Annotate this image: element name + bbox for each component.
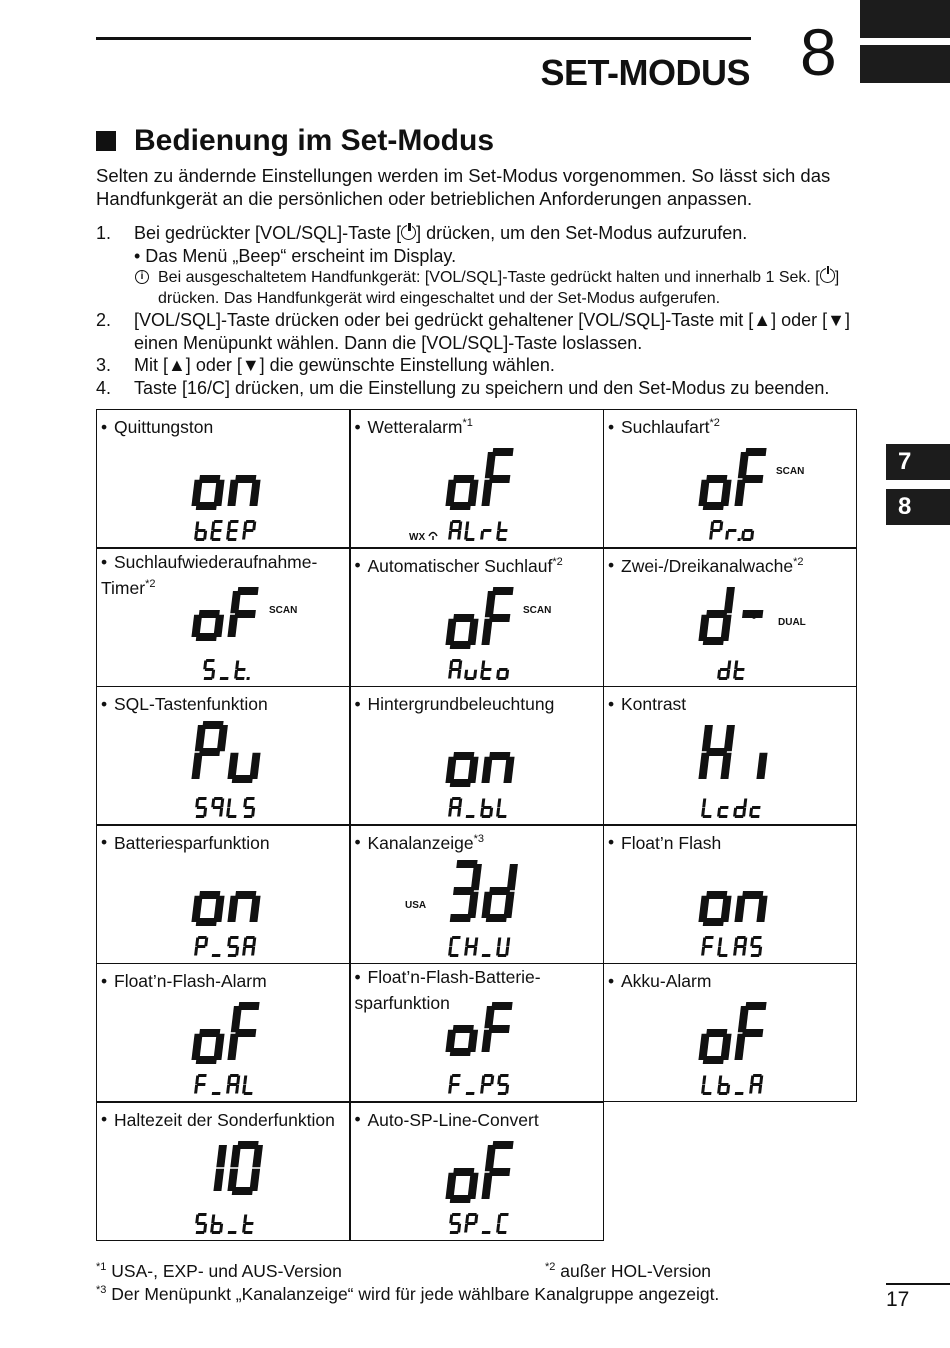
menu-item-cell [350, 963, 604, 1102]
lcd-main-value [191, 475, 261, 510]
note-text-pre: Bei ausgeschaltetem Handfunkgerät: [VOL/SQL]-Taste gedrückt halten und innerhalb 1 Sek. [ [158, 269, 820, 286]
lcd-display [604, 964, 858, 1103]
note-text-post: ] drücken. Das Handfunkgerät wird eingeschaltet und der Set-Modus aufgerufen. [158, 269, 840, 307]
footnote-ref: *3 [473, 832, 484, 845]
footnote-ref: *1 [462, 417, 473, 429]
lcd-sub-value [194, 1213, 255, 1234]
lcd-display [97, 410, 351, 549]
section-title [96, 124, 494, 158]
lcd-sub-value [194, 520, 257, 541]
footnote-ref: *2 [552, 555, 563, 568]
menu-item-name: Zwei-/Dreikanalwache [621, 555, 794, 576]
lcd-indicator: DUAL [778, 616, 806, 628]
menu-item-name: Auto-SP-Line-Convert [367, 1109, 539, 1130]
step-text: Taste [16/C] drücken, um die Einstellung zu speichern und den Set-Modus zu beenden. [134, 377, 830, 398]
square-bullet-icon [96, 131, 116, 151]
bullet-icon: • [354, 693, 361, 714]
lcd-display [604, 410, 858, 549]
footnote-ref: *2 [793, 555, 804, 568]
step-text-pre: Bei gedrückter [VOL/SQL]-Taste [ [134, 223, 402, 243]
menu-item-name: Haltezeit der Sonderfunktion [114, 1109, 335, 1130]
lcd-display [351, 826, 605, 965]
lcd-main-value [698, 725, 771, 779]
bullet-icon: • [354, 967, 361, 987]
lcd-sub-value [709, 520, 756, 541]
menu-item-name: Automatischer Suchlauf [367, 555, 553, 576]
side-tab-7[interactable]: 7 [886, 444, 950, 480]
menu-item-name: Float’n-Flash-Alarm [114, 970, 267, 991]
power-icon [820, 268, 835, 283]
lcd-display [351, 549, 605, 688]
menu-item-cell [96, 825, 350, 964]
lcd-sub-value [194, 1074, 255, 1095]
menu-item-name: Suchlaufart [621, 416, 710, 437]
lcd-display [97, 1103, 351, 1242]
lcd-main-value [698, 448, 767, 510]
lcd-main-value [444, 448, 513, 510]
footnote-mark: *3 [96, 1284, 107, 1296]
footnote-ref: *2 [145, 577, 156, 590]
lcd-main-value [191, 1002, 260, 1064]
step-4 [96, 377, 876, 400]
menu-item-name: Quittungston [114, 416, 214, 437]
lcd-indicator: SCAN [522, 604, 551, 616]
footnote-mark: *1 [96, 1261, 107, 1273]
menu-item-cell [603, 963, 857, 1102]
step-number: 3. [96, 355, 112, 375]
wx-alert-icon [429, 533, 437, 541]
lcd-main-value [698, 891, 768, 926]
menu-item-name: Akku-Alarm [621, 970, 712, 991]
lcd-sub-value [447, 797, 508, 818]
menu-item-name: Float’n-Flash-Batterie-sparfunktion [354, 967, 541, 1013]
step-2 [96, 309, 876, 354]
footnote-ref: *2 [709, 417, 720, 429]
lcd-sub-value [447, 1213, 508, 1234]
lcd-display [97, 687, 351, 826]
lcd-display [604, 687, 858, 826]
lcd-display [604, 549, 858, 688]
bullet-icon: • [354, 1109, 361, 1130]
bullet-icon: • [354, 416, 361, 437]
header-rule [96, 37, 751, 40]
lcd-indicator: SCAN [776, 466, 805, 477]
menu-item-cell [350, 409, 604, 548]
page-number: 17 [886, 1288, 910, 1311]
bullet-icon: • [354, 555, 361, 576]
lcd-main-value [698, 1002, 767, 1064]
step-1-note [134, 267, 876, 309]
bullet-icon: • [608, 555, 615, 576]
lcd-main-value [213, 1141, 264, 1195]
steps-list [96, 222, 876, 399]
menu-item-name: Suchlaufwiederaufnahme-Timer [101, 551, 318, 598]
bullet-icon: • [101, 693, 108, 714]
menu-item-cell [350, 1102, 604, 1241]
lcd-sub-value [447, 520, 508, 541]
menu-item-cell [96, 409, 350, 548]
lcd-sub-value [194, 797, 257, 818]
bullet-icon: • [101, 1109, 108, 1130]
chapter-title: SET-MODUS [540, 52, 750, 93]
menu-item-cell [96, 548, 350, 687]
footnote-1 [96, 1256, 342, 1282]
bullet-icon: • [101, 416, 108, 437]
step-1-sub: • Das Menü „Beep“ erscheint im Display. [134, 245, 457, 266]
lcd-sub-value [447, 659, 510, 680]
menu-item-name: Float’n Flash [621, 832, 722, 853]
lcd-indicator: SCAN [269, 604, 298, 616]
chapter-tab-bar-top [860, 0, 950, 38]
menu-item-cell [350, 686, 604, 825]
menu-item-name: Wetteralarm [367, 416, 463, 437]
step-number: 4. [96, 377, 112, 398]
lcd-sub-value [202, 659, 252, 680]
menu-items-grid [96, 409, 860, 1243]
lcd-sub-value [701, 936, 764, 957]
step-text: [VOL/SQL]-Taste drücken oder bei gedrückt gehaltener [VOL/SQL]-Taste mit [▲] oder [▼] einen Menüpunkt wählen. Dann die [VOL/SQL]-Taste loslassen. [134, 310, 850, 353]
power-icon [401, 225, 416, 240]
step-1 [96, 222, 876, 309]
footnote-text: USA-, EXP- und AUS-Version [111, 1260, 342, 1281]
step-number: 1. [96, 223, 112, 243]
lcd-display [604, 826, 858, 965]
lcd-main-value [191, 891, 261, 926]
lcd-display [97, 826, 351, 965]
lcd-sub-value [447, 936, 510, 957]
menu-item-cell [350, 548, 604, 687]
bullet-icon: • [608, 416, 615, 437]
info-icon: i [135, 270, 149, 284]
lcd-main-value [444, 587, 513, 649]
menu-item-cell [96, 963, 350, 1102]
bullet-icon: • [354, 832, 361, 853]
menu-item-cell [350, 825, 604, 964]
lcd-sub-value [701, 799, 762, 819]
lcd-indicator: USA [404, 899, 426, 911]
bullet-icon: • [101, 551, 108, 572]
lcd-display [351, 687, 605, 826]
lcd-sub-value [194, 936, 257, 957]
menu-item-name: Kanalanzeige [367, 832, 474, 853]
chapter-tab-bar-bottom [860, 45, 950, 83]
lcd-display [351, 964, 605, 1103]
lcd-sub-value [717, 660, 746, 680]
lcd-display [97, 549, 351, 688]
step-text: Mit [▲] oder [▼] die gewünschte Einstellung wählen. [134, 355, 555, 375]
lcd-main-value [444, 1002, 512, 1056]
lcd-sub-value [447, 1074, 510, 1095]
menu-item-cell [603, 686, 857, 825]
menu-item-cell [603, 409, 857, 548]
bullet-icon: • [608, 693, 615, 714]
lcd-main-value [191, 587, 259, 641]
footnote-text: Der Menüpunkt „Kanalanzeige“ wird für jede wählbare Kanalgruppe angezeigt. [111, 1283, 720, 1304]
footnote-text: außer HOL-Version [560, 1260, 712, 1281]
lcd-display [351, 1103, 605, 1242]
footnote-2 [545, 1256, 711, 1282]
section-title-text: Bedienung im Set-Modus [134, 124, 494, 157]
intro-paragraph: Selten zu ändernde Einstellungen werden im Set-Modus vorgenommen. So lässt sich das Handfunkgerät an die persönlichen oder betrieblichen Anforderungen anpassen. [96, 165, 831, 209]
menu-item-name: SQL-Tastenfunktion [114, 693, 268, 714]
menu-item-name: Kontrast [621, 693, 687, 714]
lcd-display [351, 410, 605, 549]
step-number: 2. [96, 310, 112, 330]
lcd-main-value [449, 860, 518, 922]
bullet-icon: • [608, 832, 615, 853]
menu-item-name: Batteriesparfunktion [114, 832, 270, 853]
page-number-rule [886, 1283, 950, 1285]
step-3 [96, 354, 876, 377]
bullet-icon: • [608, 970, 615, 991]
menu-item-cell [603, 825, 857, 964]
footnote-3 [96, 1279, 719, 1305]
lcd-display [97, 964, 351, 1103]
lcd-sub-value [701, 1074, 764, 1095]
bullet-icon: • [101, 970, 108, 991]
chapter-number: 8 [800, 15, 837, 89]
footnote-mark: *2 [545, 1261, 556, 1273]
bullet-icon: • [101, 832, 108, 853]
lcd-indicator: WX [408, 532, 425, 543]
menu-item-cell [96, 686, 350, 825]
side-tab-8[interactable]: 8 [886, 489, 950, 525]
lcd-main-value [191, 721, 264, 783]
menu-item-cell [603, 548, 857, 687]
lcd-main-value [444, 752, 514, 787]
menu-item-name: Hintergrundbeleuchtung [367, 693, 555, 714]
lcd-main-value [444, 1141, 513, 1203]
menu-item-cell [96, 1102, 350, 1241]
step-text-post: ] drücken, um den Set-Modus aufzurufen. [416, 223, 748, 243]
